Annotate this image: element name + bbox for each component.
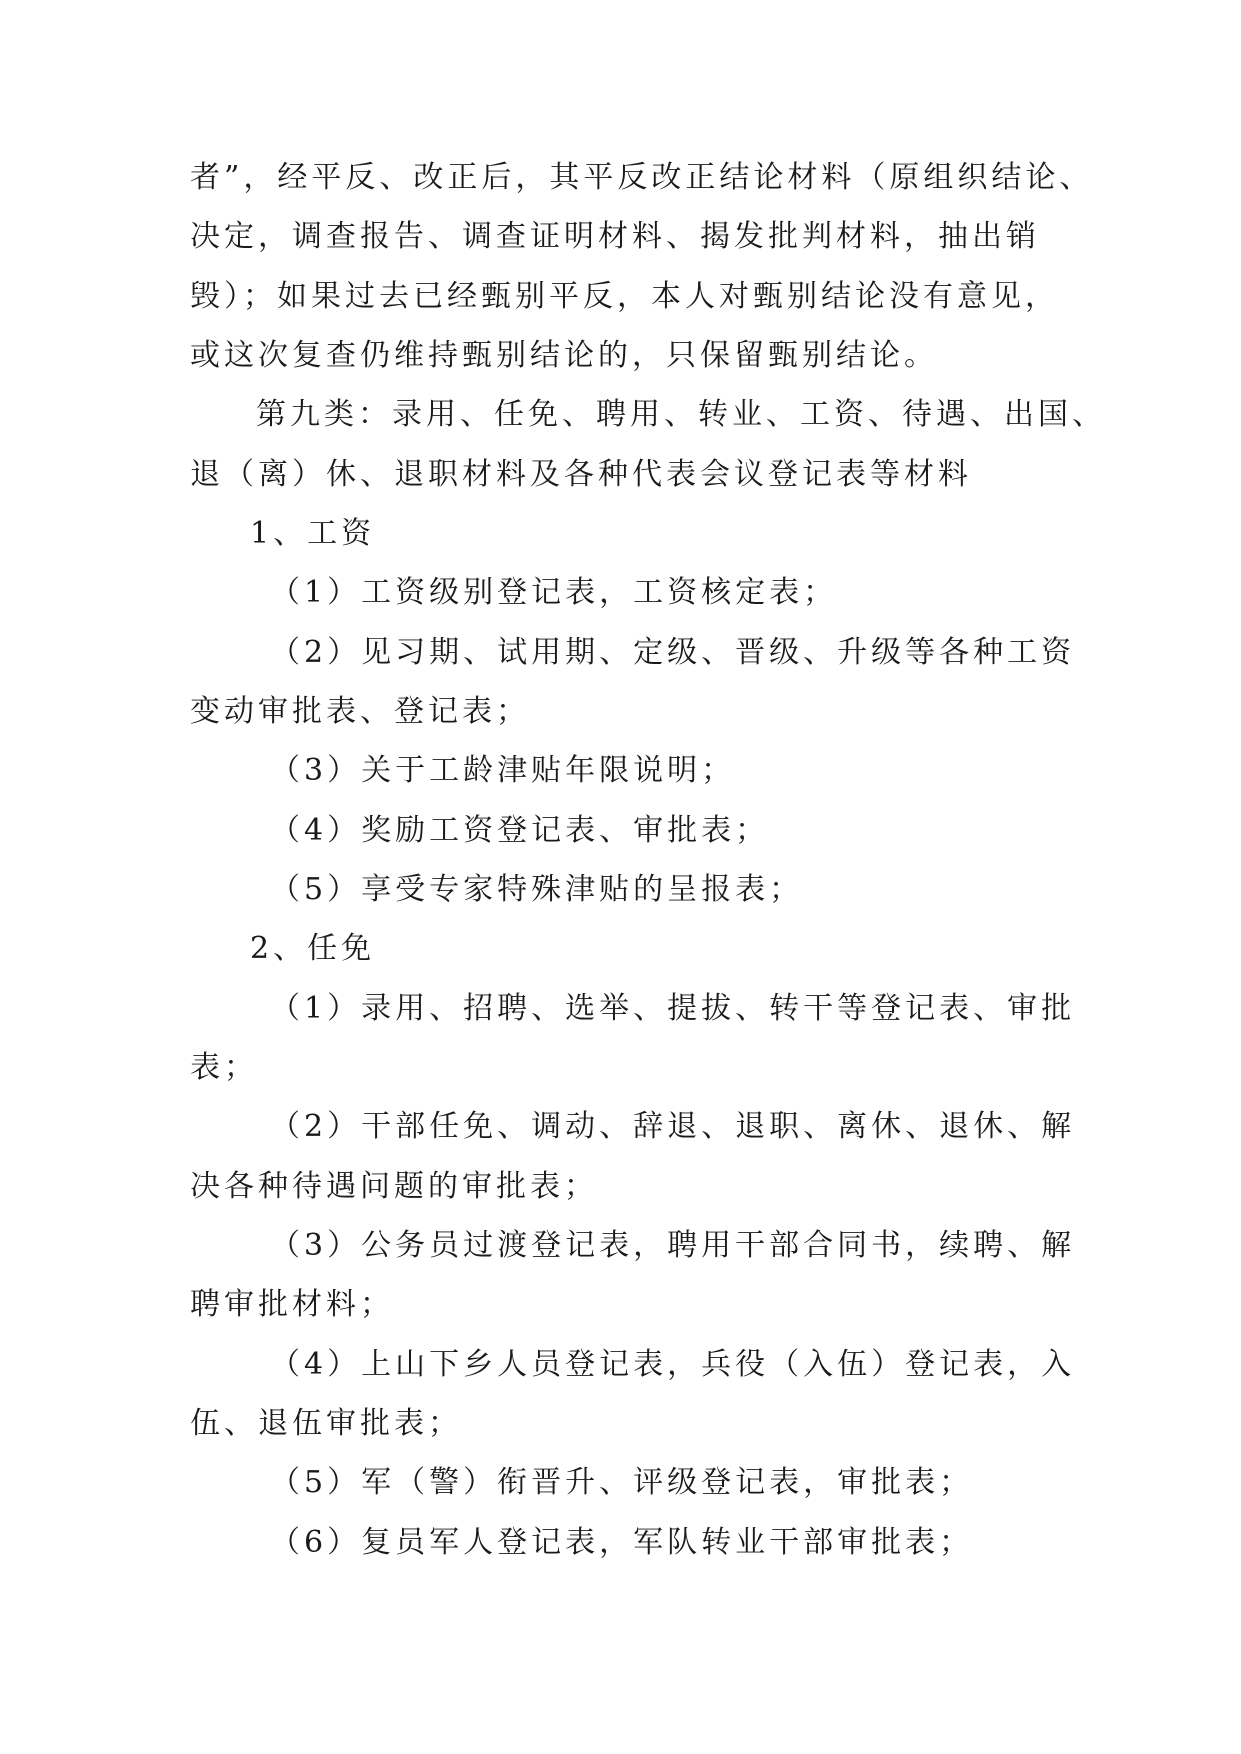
- list-item: （2）见习期、试用期、定级、晋级、升级等各种工资: [270, 635, 1076, 670]
- list-item-continuation: 表；: [190, 1050, 258, 1085]
- text-line: 退（离）休、退职材料及各种代表会议登记表等材料: [190, 457, 972, 492]
- subsection-heading: 2、任免: [250, 931, 376, 966]
- list-item: （5）军（警）衔晋升、评级登记表，审批表；: [270, 1465, 974, 1500]
- text-line: 或这次复查仍维持甄别结论的，只保留甄别结论。: [190, 338, 938, 373]
- section-heading: 第九类：录用、任免、聘用、转业、工资、待遇、出国、: [256, 397, 1106, 432]
- list-item-continuation: 变动审批表、登记表；: [190, 694, 530, 729]
- list-item: （3）关于工龄津贴年限说明；: [270, 753, 736, 788]
- text-line: 毁）；如果过去已经甄别平反，本人对甄别结论没有意见，: [190, 279, 1059, 314]
- text-line: 者”，经平反、改正后，其平反改正结论材料（原组织结论、: [190, 160, 1094, 195]
- list-item: （4）奖励工资登记表、审批表；: [270, 813, 770, 848]
- list-item-continuation: 决各种待遇问题的审批表；: [190, 1169, 598, 1204]
- text-line: 决定，调查报告、调查证明材料、揭发批判材料，抽出销: [190, 219, 1040, 254]
- list-item: （6）复员军人登记表，军队转业干部审批表；: [270, 1525, 974, 1560]
- list-item-continuation: 聘审批材料；: [190, 1287, 394, 1322]
- list-item-continuation: 伍、退伍审批表；: [190, 1406, 462, 1441]
- list-item: （5）享受专家特殊津贴的呈报表；: [270, 872, 804, 907]
- list-item: （1）工资级别登记表，工资核定表；: [270, 575, 838, 610]
- list-item: （3）公务员过渡登记表，聘用干部合同书，续聘、解: [270, 1228, 1076, 1263]
- list-item: （2）干部任免、调动、辞退、退职、离休、退休、解: [270, 1109, 1076, 1144]
- list-item: （4）上山下乡人员登记表，兵役（入伍）登记表，入: [270, 1347, 1076, 1382]
- subsection-heading: 1、工资: [250, 516, 376, 551]
- list-item: （1）录用、招聘、选举、提拔、转干等登记表、审批: [270, 991, 1076, 1026]
